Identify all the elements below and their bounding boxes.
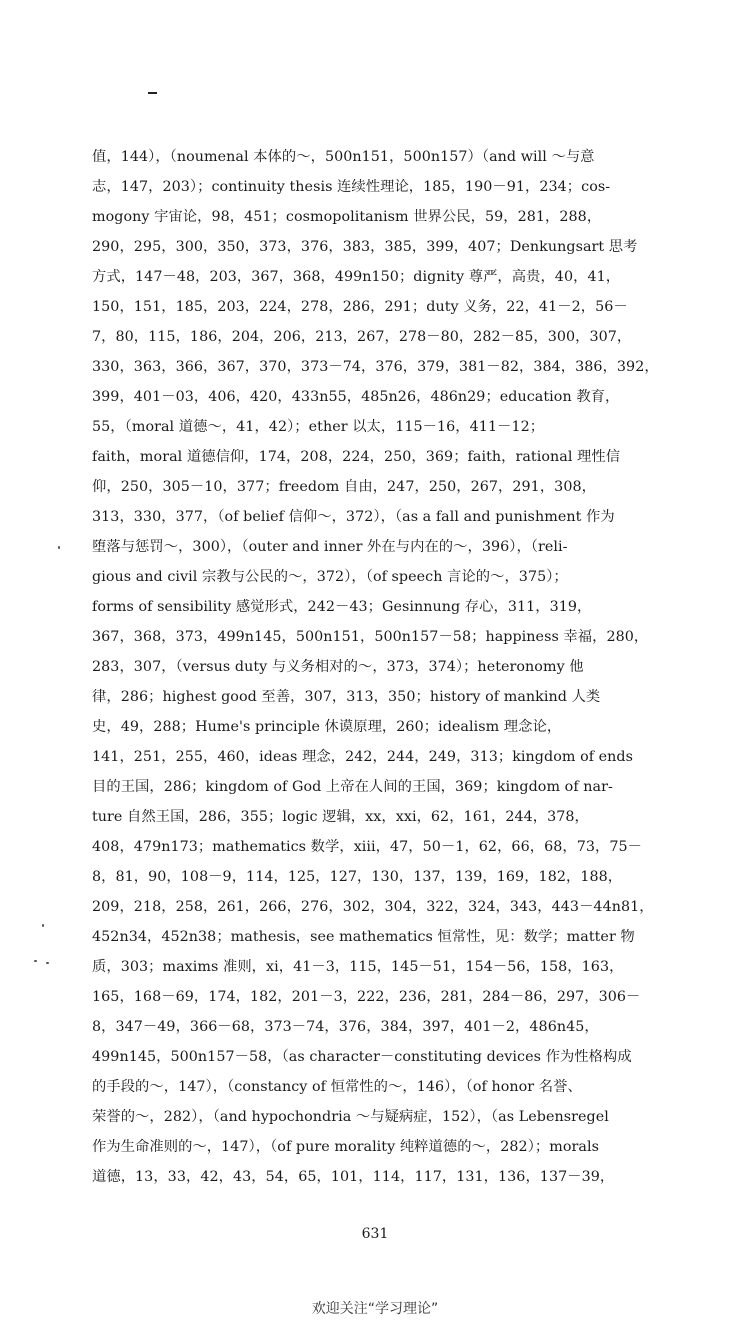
text-line: 209，218，258，261，266，276，302，304，322，324，343，443－44n81，	[92, 899, 654, 915]
text-line: 值，144），（noumenal 本体的～，500n151，500n157）（and will ～与意	[92, 149, 595, 165]
text-line: faith，moral 道德信仰，174，208，224，250，369；faith，rational 理性信	[92, 449, 621, 465]
text-line: 律，286；highest good 至善，307，313，350；history of mankind 人类	[92, 689, 601, 705]
text-line: 仰，250，305－10，377；freedom 自由，247，250，267，291，308，	[92, 479, 596, 495]
scan-speck	[58, 546, 60, 549]
text-line: 志，147，203）；continuity thesis 连续性理论，185，190－91，234；cos-	[92, 179, 611, 195]
text-line: 399，401－03，406，420，433n55，485n26，486n29；education 教育，	[92, 389, 620, 405]
scan-speck	[34, 960, 37, 962]
text-line: ture 自然王国，286，355；logic 逻辑，xx，xxi，62，161，244，378，	[92, 809, 589, 825]
text-line: 堕落与惩罚～，300），（outer and inner 外在与内在的～，396），（reli-	[92, 539, 568, 555]
footer-caption: 欢迎关注“学习理论”	[311, 1301, 439, 1317]
text-line: 290，295，300，350，373，376，383，385，399，407；Denkungsart 思考	[92, 239, 638, 255]
text-line: 330，363，366，367，370，373－74，376，379，381－82，384，386，392，	[92, 359, 659, 375]
text-line: forms of sensibility 感觉形式，242－43；Gesinnung 存心，311，319，	[92, 599, 592, 615]
text-line: 165，168－69，174，182，201－3，222，236，281，284－86，297，306－	[92, 989, 641, 1005]
text-line: 质，303；maxims 准则，xi，41－3，115，145－51，154－56，158，163，	[92, 959, 624, 975]
text-line: 55，（moral 道德～，41，42）；ether 以太，115－16，411－12；	[92, 419, 545, 435]
text-line: 8，81，90，108－9，114，125，127，130，137，139，169，182，188，	[92, 869, 623, 885]
text-line: 8，347－49，366－68，373－74，376，384，397，401－2，486n45，	[92, 1019, 599, 1035]
scan-speck	[46, 962, 49, 964]
text-line: 452n34，452n38；mathesis，see mathematics 恒常性，见：数学；matter 物	[92, 929, 635, 945]
text-line: 目的王国，286；kingdom of God 上帝在人间的王国，369；kingdom of nar-	[92, 779, 613, 795]
text-line: mogony 宇宙论，98，451；cosmopolitanism 世界公民，59，281，288，	[92, 209, 602, 225]
scan-speck	[42, 924, 44, 927]
text-line: 150，151，185，203，224，278，286，291；duty 义务，22，41－2，56－	[92, 299, 628, 315]
text-line: 方式，147－48，203，367，368，499n150；dignity 尊严，高贵，40，41，	[92, 269, 621, 285]
text-line: gious and civil 宗教与公民的～，372），（of speech 言论的～，375）；	[92, 569, 568, 585]
text-line: 作为生命准则的～，147），（of pure morality 纯粹道德的～，282）；morals	[92, 1139, 599, 1155]
text-line: 367，368，373，499n145，500n151，500n157－58；happiness 幸福，280，	[92, 629, 649, 645]
index-text	[92, 142, 690, 1192]
text-line: 313，330，377，（of belief 信仰～，372），（as a fall and punishment 作为	[92, 509, 615, 525]
text-line: 道德，13，33，42，43，54，65，101，114，117，131，136，137－39，	[92, 1169, 615, 1185]
scan-mark	[148, 92, 157, 94]
text-line: 283，307，（versus duty 与义务相对的～，373，374）；heteronomy 他	[92, 659, 584, 675]
text-line: 史，49，288；Hume's principle 休谟原理，260；idealism 理念论，	[92, 719, 562, 735]
text-line: 141，251，255，460，ideas 理念，242，244，249，313；kingdom of ends	[92, 749, 634, 765]
text-line: 荣誉的～，282），（and hypochondria ～与疑病症，152），（as Lebensregel	[92, 1109, 609, 1125]
page-number: 631	[361, 1226, 389, 1242]
text-line: 408，479n173；mathematics 数学，xiii，47，50－1，62，66，68，73，75－	[92, 839, 642, 855]
text-line: 的手段的～，147），（constancy of 恒常性的～，146），（of honor 名誉、	[92, 1079, 582, 1095]
text-line: 499n145，500n157－58，（as character－constituting devices 作为性格构成	[92, 1049, 632, 1065]
text-line: 7，80，115，186，204，206，213，267，278－80，282－85，300，307，	[92, 329, 632, 345]
